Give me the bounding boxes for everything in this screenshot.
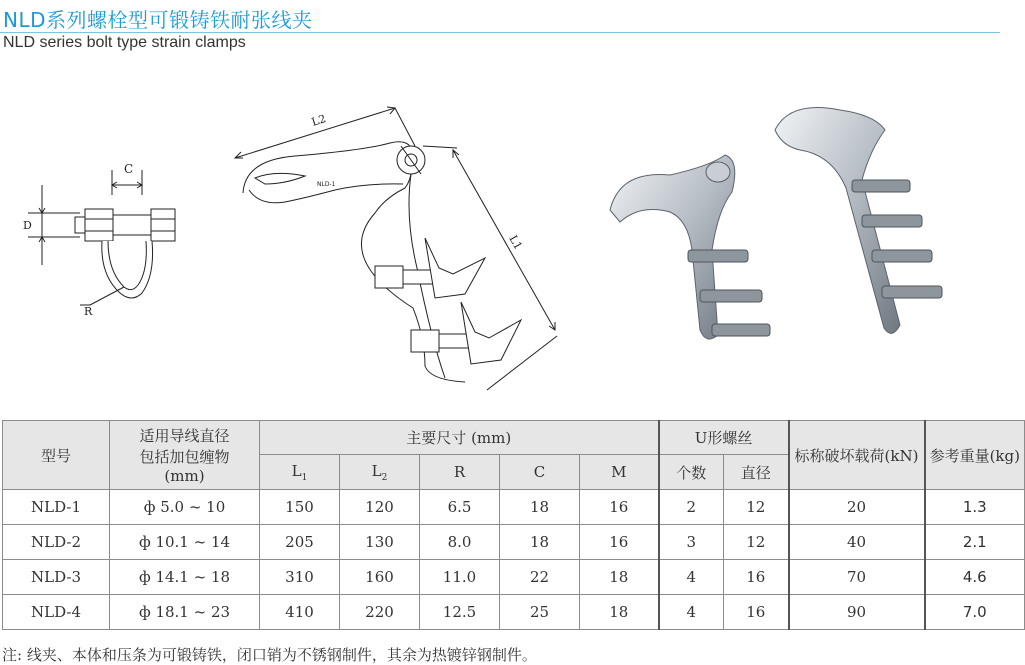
table-row bbox=[3, 490, 1025, 525]
header-conductor-line1: 适用导线直径 bbox=[139, 427, 230, 445]
header-main-dims: 主要尺寸 (mm) bbox=[260, 421, 659, 455]
header-m: M bbox=[580, 455, 659, 490]
cell-model: NLD-2 bbox=[3, 525, 110, 560]
cell-m: 18 bbox=[580, 595, 659, 630]
cell-c: 25 bbox=[500, 595, 580, 630]
header-weight: 参考重量(kg) bbox=[925, 421, 1025, 490]
cell-load: 70 bbox=[789, 560, 925, 595]
cell-c: 18 bbox=[500, 490, 580, 525]
header-breaking-load: 标称破坏载荷(kN) bbox=[789, 421, 925, 490]
cell-count: 3 bbox=[659, 525, 724, 560]
cell-conductor: ф 10.1 ~ 14 bbox=[110, 525, 260, 560]
side-view-drawing bbox=[20, 155, 190, 330]
cell-c: 18 bbox=[500, 525, 580, 560]
product-photo bbox=[600, 100, 1000, 355]
cell-weight: 4.6 bbox=[925, 560, 1025, 595]
cell-load: 20 bbox=[789, 490, 925, 525]
header-model: 型号 bbox=[3, 421, 110, 490]
body-marking: NLD-1 bbox=[317, 181, 336, 188]
cell-load: 40 bbox=[789, 525, 925, 560]
cell-load: 90 bbox=[789, 595, 925, 630]
cell-weight: 2.1 bbox=[925, 525, 1025, 560]
cell-dia: 16 bbox=[724, 560, 789, 595]
cell-dia: 12 bbox=[724, 525, 789, 560]
table-row bbox=[3, 595, 1025, 630]
cell-l1: 205 bbox=[260, 525, 340, 560]
header-conductor-line2: 包括加包缠物 bbox=[139, 448, 230, 466]
cell-m: 18 bbox=[580, 560, 659, 595]
cell-m: 16 bbox=[580, 525, 659, 560]
front-view-drawing bbox=[225, 98, 565, 393]
header-conductor-diameter bbox=[110, 421, 260, 490]
header-l1-text: L bbox=[291, 461, 302, 480]
header-r: R bbox=[420, 455, 500, 490]
cell-l1: 410 bbox=[260, 595, 340, 630]
cell-count: 2 bbox=[659, 490, 724, 525]
cell-l2: 220 bbox=[340, 595, 420, 630]
cell-count: 4 bbox=[659, 595, 724, 630]
cell-weight: 7.0 bbox=[925, 595, 1025, 630]
header-c: C bbox=[500, 455, 580, 490]
cell-model: NLD-3 bbox=[3, 560, 110, 595]
dim-l1-label: L1 bbox=[506, 233, 525, 252]
cell-l2: 120 bbox=[340, 490, 420, 525]
header-l2-sub: 2 bbox=[381, 472, 388, 483]
cell-conductor: ф 14.1 ~ 18 bbox=[110, 560, 260, 595]
header-l2 bbox=[340, 455, 420, 490]
cell-weight: 1.3 bbox=[925, 490, 1025, 525]
cell-l1: 150 bbox=[260, 490, 340, 525]
cell-l2: 160 bbox=[340, 560, 420, 595]
cell-dia: 12 bbox=[724, 490, 789, 525]
header-u-bolt: U形螺丝 bbox=[659, 421, 789, 455]
title-divider bbox=[0, 32, 1000, 33]
cell-r: 12.5 bbox=[420, 595, 500, 630]
page-title: NLD系列螺栓型可锻铸铁耐张线夹 bbox=[3, 8, 313, 32]
cell-m: 16 bbox=[580, 490, 659, 525]
header-l1-sub: 1 bbox=[301, 472, 308, 483]
dim-d-label: D bbox=[23, 219, 32, 232]
footnote: 注: 线夹、本体和压条为可锻铸铁，闭口销为不锈钢制件，其余为热镀锌钢制件。 bbox=[2, 646, 537, 664]
header-conductor-line3: (mm) bbox=[164, 467, 205, 485]
cell-l2: 130 bbox=[340, 525, 420, 560]
header-count: 个数 bbox=[659, 455, 724, 490]
table-row bbox=[3, 525, 1025, 560]
page-subtitle: NLD series bolt type strain clamps bbox=[3, 34, 246, 51]
cell-r: 11.0 bbox=[420, 560, 500, 595]
header-diameter: 直径 bbox=[724, 455, 789, 490]
cell-model: NLD-1 bbox=[3, 490, 110, 525]
cell-count: 4 bbox=[659, 560, 724, 595]
dim-r-label: R bbox=[84, 305, 93, 318]
cell-r: 6.5 bbox=[420, 490, 500, 525]
cell-r: 8.0 bbox=[420, 525, 500, 560]
spec-table-body bbox=[3, 490, 1025, 630]
cell-model: NLD-4 bbox=[3, 595, 110, 630]
table-row bbox=[3, 560, 1025, 595]
dim-l2-label: L2 bbox=[309, 112, 328, 129]
dim-c-label: C bbox=[124, 162, 134, 176]
header-l2-text: L bbox=[371, 461, 382, 480]
spec-table bbox=[2, 420, 1025, 630]
cell-dia: 16 bbox=[724, 595, 789, 630]
cell-l1: 310 bbox=[260, 560, 340, 595]
cell-conductor: ф 5.0 ~ 10 bbox=[110, 490, 260, 525]
header-l1 bbox=[260, 455, 340, 490]
cell-conductor: ф 18.1 ~ 23 bbox=[110, 595, 260, 630]
cell-c: 22 bbox=[500, 560, 580, 595]
